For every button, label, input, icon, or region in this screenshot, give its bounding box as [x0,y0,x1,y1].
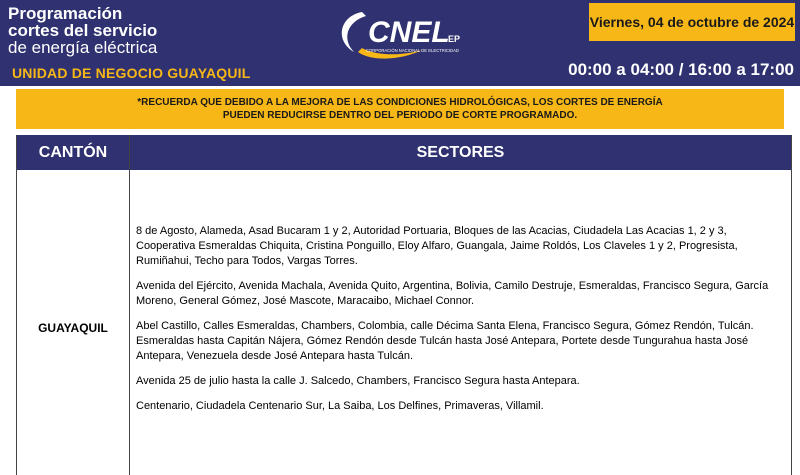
sectors-cell [136,224,776,424]
sector-group: Centenario, Ciudadela Centenario Sur, La Saiba, Los Delfines, Primaveras, Villamil. [136,400,544,412]
date-badge [589,3,795,41]
outage-time-range: 00:00 a 04:00 / 16:00 a 17:00 [568,60,794,79]
header-title [8,5,157,56]
notice-banner [16,89,784,129]
canton-cell: GUAYAQUIL [38,321,108,335]
cnel-logo [332,4,482,64]
logo-subtitle: CORPORACIÓN NACIONAL DE ELECTRICIDAD [366,48,459,53]
sector-group: Avenida del Ejército, Avenida Machala, Avenida Quito, Argentina, Bolivia, Camilo Destruje, Esmeraldas, Francisco Segura, García Moreno, General Gómez, José Mascote, Maracaibo, Michael Connor. [136,280,769,307]
title-line-1: Programación [8,4,123,23]
sector-group: Avenida 25 de julio hasta la calle J. Salcedo, Chambers, Francisco Segura hasta Antepara. [136,375,580,387]
column-header-canton: CANTÓN [17,135,129,170]
business-unit-label: UNIDAD DE NEGOCIO GUAYAQUIL [12,65,251,81]
logo-suffix: EP [448,34,461,44]
notice-line-1: *RECUERDA QUE DEBIDO A LA MEJORA DE LAS CONDICIONES HIDROLÓGICAS, LOS CORTES DE ENERGÍA [137,97,663,108]
logo-brand: CNEL [368,16,450,49]
sector-group: 8 de Agosto, Alameda, Asad Bucaram 1 y 2, Autoridad Portuaria, Bloques de las Acacias, Ciudadela Las Acacias 1, 2 y 3, Cooperativa Esmeraldas Chiquita, Cristina Ponguillo, Eloy Alfaro, Guangala, Jaime Roldós, Los Claveles 1 y 2, Progresista, Rumiñahui, Techo para Todos, Vargas Torres. [136,225,738,267]
header-banner [0,0,800,86]
sector-group: Abel Castillo, Calles Esmeraldas, Chambers, Colombia, calle Décima Santa Elena, Francisco Segura, Gómez Rendón, Tulcán. Esmeraldas hasta Capitán Nájera, Gómez Rendón desde Tulcán hasta José Antepara, Portete desde Tungurahua hasta José Antepara, Venezuela desde José Antepara hasta Tulcán. [136,320,754,362]
notice-line-2: PUEDEN REDUCIRSE DENTRO DEL PERIODO DE CORTE PROGRAMADO. [222,110,578,121]
title-line-2: cortes del servicio [8,21,158,40]
column-divider [129,135,130,475]
title-line-3: de energía eléctrica [8,38,158,57]
schedule-table [16,135,792,475]
column-header-sectores: SECTORES [130,135,791,170]
date-text: Viernes, 04 de octubre de 2024 [589,14,795,30]
